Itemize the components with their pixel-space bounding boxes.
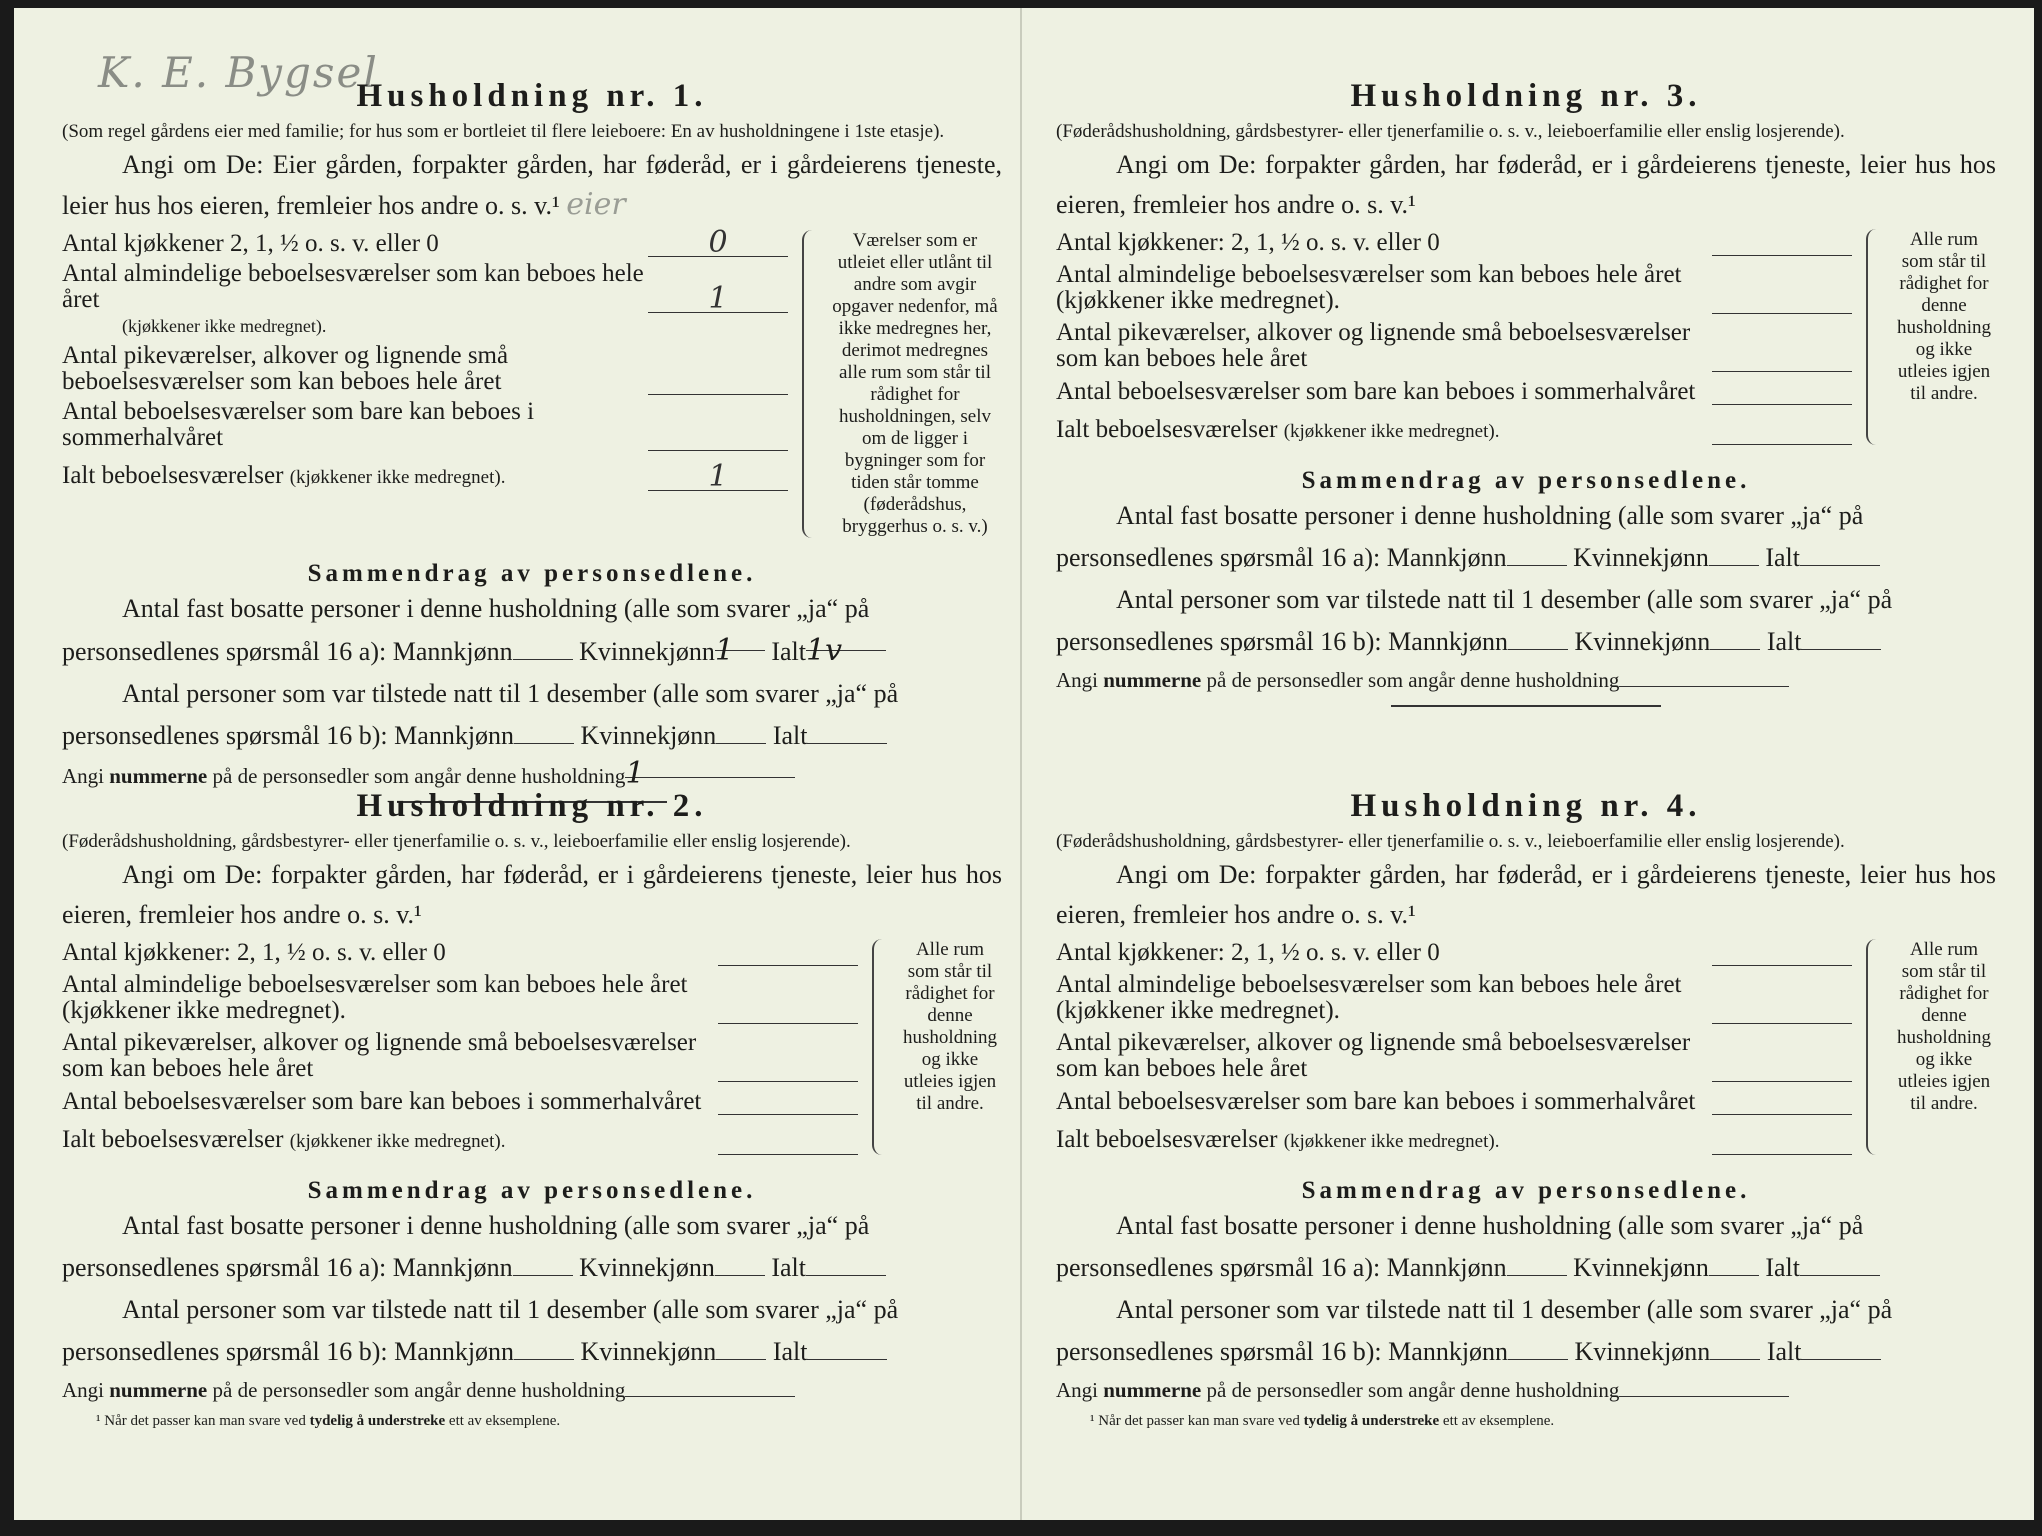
male-field[interactable] bbox=[514, 723, 574, 744]
brace bbox=[1866, 939, 1882, 1155]
female-field[interactable]: 1 bbox=[715, 630, 765, 651]
household-2-title: Husholdning nr. 2. bbox=[356, 788, 708, 824]
household-3-title: Husholdning nr. 3. bbox=[1350, 78, 1702, 114]
summer-rooms-field[interactable] bbox=[1712, 1088, 1852, 1115]
total-field[interactable] bbox=[1800, 1255, 1880, 1276]
summary-line-1a: Antal fast bosatte personer i denne husholdning (alle som svarer „ja“ på bbox=[122, 594, 870, 623]
household-1 bbox=[62, 78, 1002, 803]
side-note: Alle rum som står til rådighet for denne husholdning og ikke utleies igjen til andre. bbox=[1866, 229, 1996, 445]
male-field[interactable] bbox=[1507, 545, 1567, 566]
household-4-angi: Angi om De: forpakter gården, har føderåd, er i gårdeierens tjeneste, leier hus hos eieren, fremleier hos andre o. s. v.¹ bbox=[1056, 860, 1997, 929]
footnote: ¹ Når det passer kan man svare ved tydelig å understreke ett av eksemplene. bbox=[1090, 1413, 1555, 1429]
total-field[interactable] bbox=[1800, 545, 1880, 566]
row-kitchens: Antal kjøkkener: 2, 1, ½ o. s. v. eller 0 bbox=[62, 939, 858, 966]
numbers-line: Angi nummerne på de personsedler som angår denne husholdning bbox=[62, 1373, 1002, 1407]
household-1-rooms bbox=[62, 225, 1002, 538]
divider bbox=[1391, 705, 1661, 707]
handwritten-signature: K. E. Bygsel bbox=[98, 48, 379, 97]
row-summer: Antal beboelsesværelser som bare kan beboes i sommerhalvåret bbox=[62, 1088, 858, 1115]
angi-prefix: Angi om De: bbox=[122, 150, 264, 179]
summary-title: Sammendrag av personsedlene. bbox=[307, 1177, 757, 1204]
female-field[interactable] bbox=[1709, 545, 1759, 566]
side-note: Alle rum som står til rådighet for denne husholdning og ikke utleies igjen til andre. bbox=[872, 939, 1002, 1155]
male-field[interactable] bbox=[1507, 1255, 1567, 1276]
household-2-angi: Angi om De: forpakter gården, har føderåd, er i gårdeierens tjeneste, leier hus hos eieren, fremleier hos andre o. s. v.¹ bbox=[62, 860, 1003, 929]
row-summer: Antal beboelsesværelser som bare kan beboes i sommerhalvåret bbox=[62, 399, 788, 451]
numbers-field[interactable] bbox=[1619, 666, 1789, 687]
kitchens-field[interactable] bbox=[718, 939, 858, 966]
household-1-note: (Som regel gårdens eier med familie; for hus som er bortleiet til flere leieboere: En av husholdningene i 1ste etasje). bbox=[62, 121, 945, 142]
summary-line-2b: personsedlenes spørsmål 16 b): Mannkjønn Kvinnekjønn Ialt bbox=[62, 715, 1002, 757]
total-field[interactable]: 1v bbox=[806, 630, 886, 651]
summary-title: Sammendrag av personsedlene. bbox=[1301, 1177, 1751, 1204]
numbers-line: Angi nummerne på de personsedler som angår denne husholdning bbox=[1056, 1373, 1996, 1407]
angi-answer: eier bbox=[566, 187, 626, 222]
female-field[interactable] bbox=[716, 723, 766, 744]
row-maid-rooms: Antal pikeværelser, alkover og lignende små beboelsesværelser som kan beboes hele året bbox=[62, 343, 788, 395]
right-page bbox=[1056, 18, 1996, 1518]
numbers-line: Angi nummerne på de personsedler som angår denne husholdning1 bbox=[62, 757, 1002, 793]
total-field[interactable] bbox=[807, 723, 887, 744]
kitchens-field[interactable] bbox=[1712, 939, 1852, 966]
maid-rooms-field[interactable] bbox=[648, 368, 788, 395]
total-rooms-field[interactable] bbox=[718, 1128, 858, 1155]
row-ordinary: Antal almindelige beboelsesværelser som kan beboes hele året (kjøkkener ikke medregnet). bbox=[1056, 262, 1852, 314]
household-3-angi: Angi om De: forpakter gården, har føderåd, er i gårdeierens tjeneste, leier hus hos eieren, fremleier hos andre o. s. v.¹ bbox=[1056, 150, 1997, 219]
brace bbox=[1866, 229, 1882, 445]
row-ordinary-note: (kjøkkener ikke medregnet). bbox=[122, 316, 327, 336]
row-total: Ialt beboelsesværelser (kjøkkener ikke medregnet). bbox=[62, 1127, 858, 1155]
male-field[interactable] bbox=[1508, 1339, 1568, 1360]
summary-line-1b: personsedlenes spørsmål 16 a): Mannkjønn Kvinnekjønn1 Ialt1v bbox=[62, 630, 1002, 673]
summary-line-2a: Antal personer som var tilstede natt til 1 desember (alle som svarer „ja“ på bbox=[122, 679, 899, 708]
angi-text: Eier gården, forpakter gården, har føderåd, er i gårdeierens tjeneste, leier hus hos eieren, fremleier hos andre o. s. v.¹ bbox=[62, 150, 1002, 220]
row-kitchens: Antal kjøkkener: 2, 1, ½ o. s. v. eller 0 bbox=[1056, 939, 1852, 966]
household-3-note: (Føderådshusholdning, gårdsbestyrer- eller tjenerfamilie o. s. v., leieboerfamilie eller enslig losjerende). bbox=[1056, 121, 1845, 142]
total-field[interactable] bbox=[1801, 1339, 1881, 1360]
total-rooms-field[interactable] bbox=[1712, 418, 1852, 445]
summary-title: Sammendrag av personsedlene. bbox=[307, 560, 757, 587]
footnote: ¹ Når det passer kan man svare ved tydelig å understreke ett av eksemplene. bbox=[96, 1413, 561, 1429]
row-maid-rooms: Antal pikeværelser, alkover og lignende små beboelsesværelser som kan beboes hele året bbox=[1056, 1030, 1852, 1082]
row-ordinary: Antal almindelige beboelsesværelser som kan beboes hele året 1 bbox=[62, 261, 788, 313]
row-summer: Antal beboelsesværelser som bare kan beboes i sommerhalvåret bbox=[1056, 378, 1852, 405]
page-fold bbox=[1020, 8, 1022, 1520]
total-rooms-field[interactable]: 1 bbox=[648, 464, 788, 491]
total-field[interactable] bbox=[806, 1255, 886, 1276]
household-2-note: (Føderådshusholdning, gårdsbestyrer- eller tjenerfamilie o. s. v., leieboerfamilie eller enslig losjerende). bbox=[62, 831, 851, 852]
male-field[interactable] bbox=[513, 639, 573, 660]
ordinary-rooms-field[interactable] bbox=[718, 997, 858, 1024]
kitchens-field[interactable] bbox=[1712, 229, 1852, 256]
summary-title: Sammendrag av personsedlene. bbox=[1301, 467, 1751, 494]
row-total: Ialt beboelsesværelser (kjøkkener ikke medregnet). 1 bbox=[62, 463, 788, 491]
household-1-angi bbox=[62, 145, 1002, 226]
female-field[interactable] bbox=[1709, 1255, 1759, 1276]
household-2-rooms bbox=[62, 939, 1002, 1155]
ordinary-rooms-field[interactable] bbox=[1712, 287, 1852, 314]
summer-rooms-field[interactable] bbox=[718, 1088, 858, 1115]
male-field[interactable] bbox=[1508, 629, 1568, 650]
kitchens-field[interactable]: 0 bbox=[648, 230, 788, 257]
row-kitchens: Antal kjøkkener 2, 1, ½ o. s. v. eller 0 0 bbox=[62, 230, 788, 257]
household-2: Husholdning nr. 2. (Føderådshusholdning, gårdsbestyrer- eller tjenerfamilie o. s. v., leieboerfamilie eller enslig losjerende). Angi om De: forpakter gården, har føderåd, er i gårdeierens tjeneste, leier hus hos eieren, fremleier hos andre o. s. v.¹ Antal kjøkkener: 2, 1, ½ o. s. v. eller 0 Antal almindelige beboelsesværelser som kan beboes hele året (kjøkkener ikke medregnet). Antal pikeværelser, alkover og lignende små beboelsesværelser som kan beboes hele året Antal beboelsesværelser som bare kan beboes i sommerhalvåret Ialt beboelsesværelser (kjøkkener ikke medregnet). Alle rum som står til rådighet for denne husholdning og ikke utleies igjen til andre. Sammendrag av personsedlene. Antal fast bosatte personer i denne husholdning (alle som svarer „ja“ på personsedlenes spørsmål 16 a): Mannkjønn Kvinnekjønn Ialt Antal personer som var tilstede natt til 1 desember (alle som svarer „ja“ på personsedlenes spørsmål 16 b): Mannkjønn Kvinnekjønn Ialt Angi nummerne på de personsedler som angår denne husholdning ¹ Når det passer kan man svare ved tydelig å understreke ett av eksemplene. bbox=[62, 788, 1003, 1429]
summer-rooms-field[interactable] bbox=[648, 424, 788, 451]
household-4-title: Husholdning nr. 4. bbox=[1350, 788, 1702, 824]
total-field[interactable] bbox=[1801, 629, 1881, 650]
row-total: Ialt beboelsesværelser (kjøkkener ikke medregnet). bbox=[1056, 1127, 1852, 1155]
numbers-field[interactable] bbox=[1619, 1376, 1789, 1397]
ordinary-rooms-field[interactable]: 1 bbox=[648, 286, 788, 313]
side-note: Alle rum som står til rådighet for denne husholdning og ikke utleies igjen til andre. bbox=[1866, 939, 1996, 1155]
total-field[interactable] bbox=[807, 1339, 887, 1360]
side-note: Værelser som er utleiet eller utlånt til andre som avgir opgaver nedenfor, må ikke medregnes her, derimot medregnes alle rum som står til rådighet for husholdningen, selv om de ligger i bygninger som for tiden står tomme (føderådshus, bryggerhus o. s. v.) bbox=[802, 230, 1002, 538]
household-3-rooms bbox=[1056, 229, 1996, 445]
maid-rooms-field[interactable] bbox=[718, 1055, 858, 1082]
numbers-line: Angi nummerne på de personsedler som angår denne husholdning bbox=[1056, 663, 1996, 697]
total-rooms-field[interactable] bbox=[1712, 1128, 1852, 1155]
female-field[interactable] bbox=[1710, 1339, 1760, 1360]
male-field[interactable] bbox=[513, 1255, 573, 1276]
row-kitchens: Antal kjøkkener: 2, 1, ½ o. s. v. eller 0 bbox=[1056, 229, 1852, 256]
household-4-note: (Føderådshusholdning, gårdsbestyrer- eller tjenerfamilie o. s. v., leieboerfamilie eller enslig losjerende). bbox=[1056, 831, 1845, 852]
left-page bbox=[62, 18, 1002, 1518]
row-ordinary: Antal almindelige beboelsesværelser som kan beboes hele året (kjøkkener ikke medregnet). bbox=[1056, 972, 1852, 1024]
maid-rooms-field[interactable] bbox=[1712, 1055, 1852, 1082]
household-1-title: Husholdning nr. 1. bbox=[356, 78, 708, 114]
maid-rooms-field[interactable] bbox=[1712, 345, 1852, 372]
numbers-field[interactable] bbox=[625, 1376, 795, 1397]
household-4-rooms bbox=[1056, 939, 1996, 1155]
ordinary-rooms-field[interactable] bbox=[1712, 997, 1852, 1024]
summer-rooms-field[interactable] bbox=[1712, 378, 1852, 405]
row-total: Ialt beboelsesværelser (kjøkkener ikke medregnet). bbox=[1056, 417, 1852, 445]
brace bbox=[802, 230, 818, 538]
household-3: Husholdning nr. 3. (Føderådshusholdning, gårdsbestyrer- eller tjenerfamilie o. s. v., leieboerfamilie eller enslig losjerende). Angi om De: forpakter gården, har føderåd, er i gårdeierens tjeneste, leier hus hos eieren, fremleier hos andre o. s. v.¹ Antal kjøkkener: 2, 1, ½ o. s. v. eller 0 Antal almindelige beboelsesværelser som kan beboes hele året (kjøkkener ikke medregnet). Antal pikeværelser, alkover og lignende små beboelsesværelser som kan beboes hele året Antal beboelsesværelser som bare kan beboes i sommerhalvåret Ialt beboelsesværelser (kjøkkener ikke medregnet). Alle rum som står til rådighet for denne husholdning og ikke utleies igjen til andre. Sammendrag av personsedlene. Antal fast bosatte personer i denne husholdning (alle som svarer „ja“ på personsedlenes spørsmål 16 a): Mannkjønn Kvinnekjønn Ialt Antal personer som var tilstede natt til 1 desember (alle som svarer „ja“ på personsedlenes spørsmål 16 b): Mannkjønn Kvinnekjønn Ialt Angi nummerne på de personsedler som angår denne husholdning bbox=[1056, 78, 1996, 707]
row-maid-rooms: Antal pikeværelser, alkover og lignende små beboelsesværelser som kan beboes hele året bbox=[62, 1030, 858, 1082]
numbers-field[interactable]: 1 bbox=[625, 757, 795, 778]
female-field[interactable] bbox=[716, 1339, 766, 1360]
male-field[interactable] bbox=[514, 1339, 574, 1360]
row-summer: Antal beboelsesværelser som bare kan beboes i sommerhalvåret bbox=[1056, 1088, 1852, 1115]
row-maid-rooms: Antal pikeværelser, alkover og lignende små beboelsesværelser som kan beboes hele året bbox=[1056, 320, 1852, 372]
brace bbox=[872, 939, 888, 1155]
female-field[interactable] bbox=[715, 1255, 765, 1276]
female-field[interactable] bbox=[1710, 629, 1760, 650]
household-4: Husholdning nr. 4. (Føderådshusholdning, gårdsbestyrer- eller tjenerfamilie o. s. v., leieboerfamilie eller enslig losjerende). Angi om De: forpakter gården, har føderåd, er i gårdeierens tjeneste, leier hus hos eieren, fremleier hos andre o. s. v.¹ Antal kjøkkener: 2, 1, ½ o. s. v. eller 0 Antal almindelige beboelsesværelser som kan beboes hele året (kjøkkener ikke medregnet). Antal pikeværelser, alkover og lignende små beboelsesværelser som kan beboes hele året Antal beboelsesværelser som bare kan beboes i sommerhalvåret Ialt beboelsesværelser (kjøkkener ikke medregnet). Alle rum som står til rådighet for denne husholdning og ikke utleies igjen til andre. Sammendrag av personsedlene. Antal fast bosatte personer i denne husholdning (alle som svarer „ja“ på personsedlenes spørsmål 16 a): Mannkjønn Kvinnekjønn Ialt Antal personer som var tilstede natt til 1 desember (alle som svarer „ja“ på personsedlenes spørsmål 16 b): Mannkjønn Kvinnekjønn Ialt Angi nummerne på de personsedler som angår denne husholdning ¹ Når det passer kan man svare ved tydelig å understreke ett av eksemplene. bbox=[1056, 788, 1997, 1429]
row-ordinary: Antal almindelige beboelsesværelser som kan beboes hele året (kjøkkener ikke medregnet). bbox=[62, 972, 858, 1024]
